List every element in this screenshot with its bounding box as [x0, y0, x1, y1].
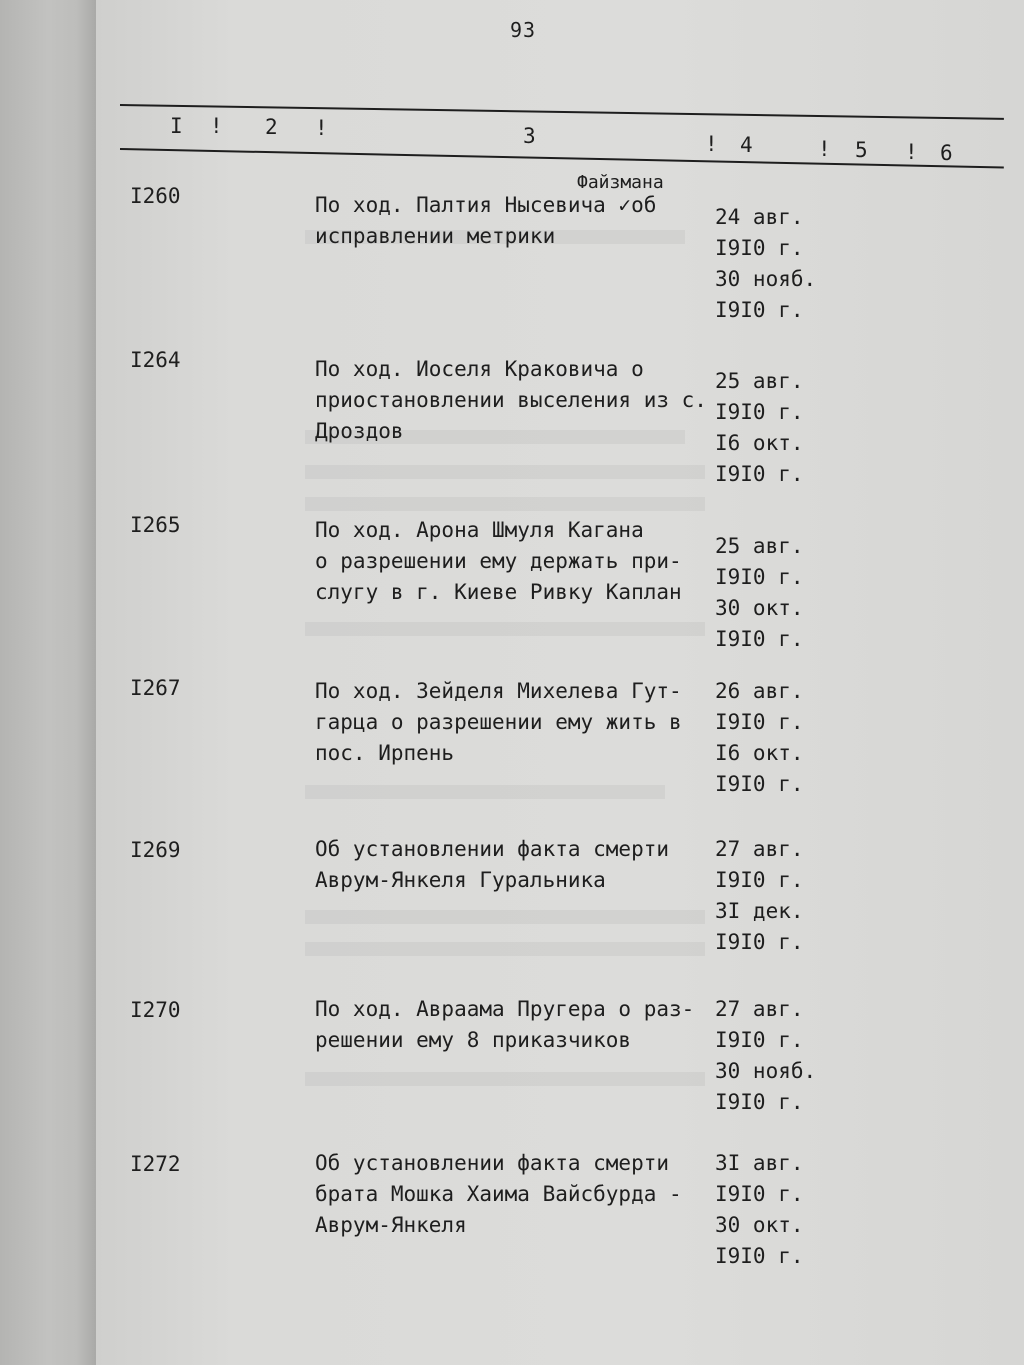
start-date: 27 авг.: [715, 837, 804, 861]
description-line: По ход. Иоселя Краковича о: [315, 357, 644, 381]
end-date: 30 окт.: [715, 1213, 804, 1237]
record-description: [315, 190, 715, 252]
record-description: [315, 834, 715, 896]
description-line: Аврум-Янкеля Гуральника: [315, 868, 606, 892]
record-description: [315, 994, 715, 1056]
record-description: [315, 1148, 715, 1241]
start-date: 25 авг.: [715, 369, 804, 393]
description-line: приостановлении выселения из с.: [315, 388, 707, 412]
record-dates: [715, 834, 804, 958]
start-date: 27 авг.: [715, 997, 804, 1021]
start-date: 24 авг.: [715, 205, 804, 229]
col-separator: !: [705, 132, 718, 156]
description-line: По ход. Зейделя Михелева Гут-: [315, 679, 682, 703]
description-line: слугу в г. Киеве Ривку Каплан: [315, 580, 682, 604]
start-year: I9I0 г.: [715, 400, 804, 424]
record-entry-1272: [0, 1152, 1024, 1302]
description-line: По ход. Авраама Пругера о раз-: [315, 997, 695, 1021]
record-dates: [715, 202, 816, 326]
record-entry-1270: [0, 998, 1024, 1148]
record-number: I260: [130, 184, 181, 208]
col-header-5: 5: [855, 138, 868, 162]
start-year: I9I0 г.: [715, 868, 804, 892]
start-year: I9I0 г.: [715, 1028, 804, 1052]
record-dates: [715, 994, 816, 1118]
col-header-4: 4: [740, 133, 753, 157]
description-line: Об установлении факта смерти: [315, 837, 670, 861]
start-year: I9I0 г.: [715, 1182, 804, 1206]
start-date: 25 авг.: [715, 534, 804, 558]
start-year: I9I0 г.: [715, 565, 804, 589]
record-number: I270: [130, 998, 181, 1022]
end-year: I9I0 г.: [715, 772, 804, 796]
record-number: I267: [130, 676, 181, 700]
end-year: I9I0 г.: [715, 298, 804, 322]
record-entry-1267: [0, 676, 1024, 826]
end-date: 30 нояб.: [715, 1059, 817, 1083]
col-separator: !: [818, 137, 831, 161]
description-line: По ход. Арона Шмуля Кагана: [315, 518, 644, 542]
page-number: 93: [510, 18, 537, 42]
record-number: I272: [130, 1152, 181, 1176]
record-dates: [715, 1148, 804, 1272]
col-header-6: 6: [940, 141, 953, 165]
start-date: 26 авг.: [715, 679, 804, 703]
record-dates: [715, 531, 804, 655]
end-year: I9I0 г.: [715, 1244, 804, 1268]
record-description: [315, 515, 715, 608]
description-line: о разрешении ему держать при-: [315, 549, 682, 573]
col-separator: !: [315, 116, 328, 140]
description-line: решении ему 8 приказчиков: [315, 1028, 632, 1052]
col-header-2: 2: [265, 115, 278, 139]
record-description: [315, 676, 715, 769]
description-line: Дроздов: [315, 419, 404, 443]
end-date: 30 окт.: [715, 596, 804, 620]
record-entry-1264: [0, 348, 1024, 498]
record-number: I264: [130, 348, 181, 372]
start-year: I9I0 г.: [715, 236, 804, 260]
record-entry-1265: [0, 513, 1024, 663]
description-line: пос. Ирпень: [315, 741, 455, 765]
end-date: I6 окт.: [715, 741, 804, 765]
record-dates: [715, 676, 804, 800]
description-line: Аврум-Янкеля: [315, 1213, 467, 1237]
description-line: Об установлении факта смерти: [315, 1151, 670, 1175]
record-entry-1269: [0, 838, 1024, 988]
end-date: 30 нояб.: [715, 267, 817, 291]
handwritten-annotation: Файзмана: [577, 172, 664, 193]
start-date: 3I авг.: [715, 1151, 804, 1175]
record-description: [315, 354, 715, 447]
description-line: По ход. Палтия Нысевича ✓об: [315, 193, 657, 217]
end-year: I9I0 г.: [715, 1090, 804, 1114]
record-entry-1260: [0, 184, 1024, 334]
record-number: I269: [130, 838, 181, 862]
end-year: I9I0 г.: [715, 462, 804, 486]
col-header-1: I: [170, 114, 183, 138]
end-date: I6 окт.: [715, 431, 804, 455]
start-year: I9I0 г.: [715, 710, 804, 734]
record-number: I265: [130, 513, 181, 537]
end-date: 3I дек.: [715, 899, 804, 923]
description-line: брата Мошка Хаима Вайсбурда -: [315, 1182, 682, 1206]
record-dates: [715, 366, 804, 490]
description-line: исправлении метрики: [315, 224, 556, 248]
col-header-3: 3: [523, 124, 536, 148]
col-separator: !: [905, 140, 918, 164]
end-year: I9I0 г.: [715, 627, 804, 651]
end-year: I9I0 г.: [715, 930, 804, 954]
col-separator: !: [210, 114, 223, 138]
description-line: гарца о разрешении ему жить в: [315, 710, 682, 734]
